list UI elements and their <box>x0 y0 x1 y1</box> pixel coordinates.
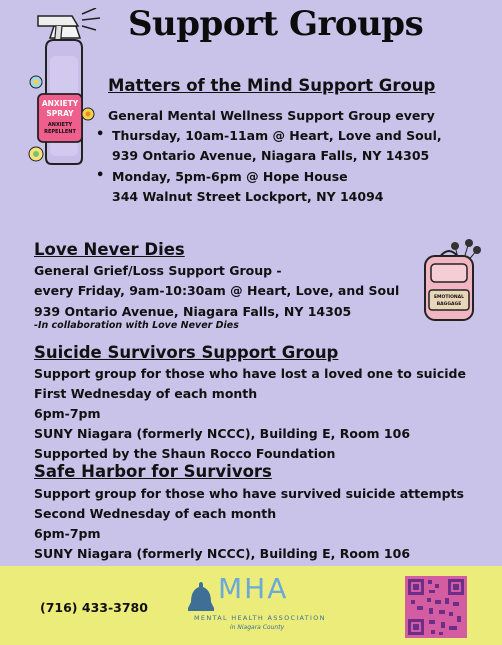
phone-number[interactable]: (716) 433-3780 <box>40 600 148 615</box>
section4-line3: 6pm-7pm <box>34 526 101 541</box>
bullet-icon: • <box>96 127 105 142</box>
section2-line3: 939 Ontario Avenue, Niagara Falls, NY 14305 <box>34 304 352 319</box>
section-heading-safe-harbor: Safe Harbor for Survivors <box>34 462 272 481</box>
logo-subtitle: MENTAL HEALTH ASSOCIATION <box>194 614 326 622</box>
section-heading-matters-of-the-mind: Matters of the Mind Support Group <box>108 76 436 95</box>
section1-intro: General Mental Wellness Support Group every <box>108 108 435 123</box>
section1-item2-line1: Monday, 5pm-6pm @ Hope House <box>112 169 348 184</box>
bullet-icon: • <box>96 168 105 183</box>
footer-banner <box>0 566 502 645</box>
svg-text:BAGGAGE: BAGGAGE <box>436 302 462 307</box>
section1-item1-line2: 939 Ontario Avenue, Niagara Falls, NY 14305 <box>112 148 430 163</box>
section1-item2-line2: 344 Walnut Street Lockport, NY 14094 <box>112 189 384 204</box>
section-heading-love-never-dies: Love Never Dies <box>34 240 185 259</box>
section4-line4: SUNY Niagara (formerly NCCC), Building E, Room 106 <box>34 546 411 561</box>
svg-text:SPRAY: SPRAY <box>46 109 74 118</box>
section1-item1-line1: Thursday, 10am-11am @ Heart, Love and Soul, <box>112 128 442 143</box>
page-title: Support Groups <box>128 4 424 44</box>
svg-text:ANXIETY: ANXIETY <box>41 99 79 108</box>
svg-text:REPELLENT: REPELLENT <box>44 129 76 135</box>
section3-line2: First Wednesday of each month <box>34 386 258 401</box>
section3-line4: SUNY Niagara (formerly NCCC), Building E, Room 106 <box>34 426 411 441</box>
section2-line2: every Friday, 9am-10:30am @ Heart, Love, and Soul <box>34 283 400 298</box>
svg-text:EMOTIONAL: EMOTIONAL <box>433 295 465 300</box>
section4-line2: Second Wednesday of each month <box>34 506 277 521</box>
section2-line1: General Grief/Loss Support Group - <box>34 263 282 278</box>
section3-line3: 6pm-7pm <box>34 406 101 421</box>
mha-logo <box>186 572 326 636</box>
section4-line1: Support group for those who have survived suicide attempts <box>34 486 464 501</box>
logo-subtitle-county: in Niagara County <box>230 624 285 631</box>
logo-letters: MHA <box>218 572 289 605</box>
anxiety-spray-illustration <box>16 8 106 168</box>
section-heading-suicide-survivors: Suicide Survivors Support Group <box>34 343 339 362</box>
section3-line1: Support group for those who have lost a loved one to suicide <box>34 366 466 381</box>
section3-line5: Supported by the Shaun Rocco Foundation <box>34 446 336 461</box>
svg-text:ANXIETY: ANXIETY <box>47 122 73 128</box>
qr-code[interactable] <box>405 576 467 638</box>
emotional-baggage-illustration <box>415 238 487 328</box>
bell-icon <box>186 580 216 614</box>
section2-note: -In collaboration with Love Never Dies <box>34 320 239 331</box>
